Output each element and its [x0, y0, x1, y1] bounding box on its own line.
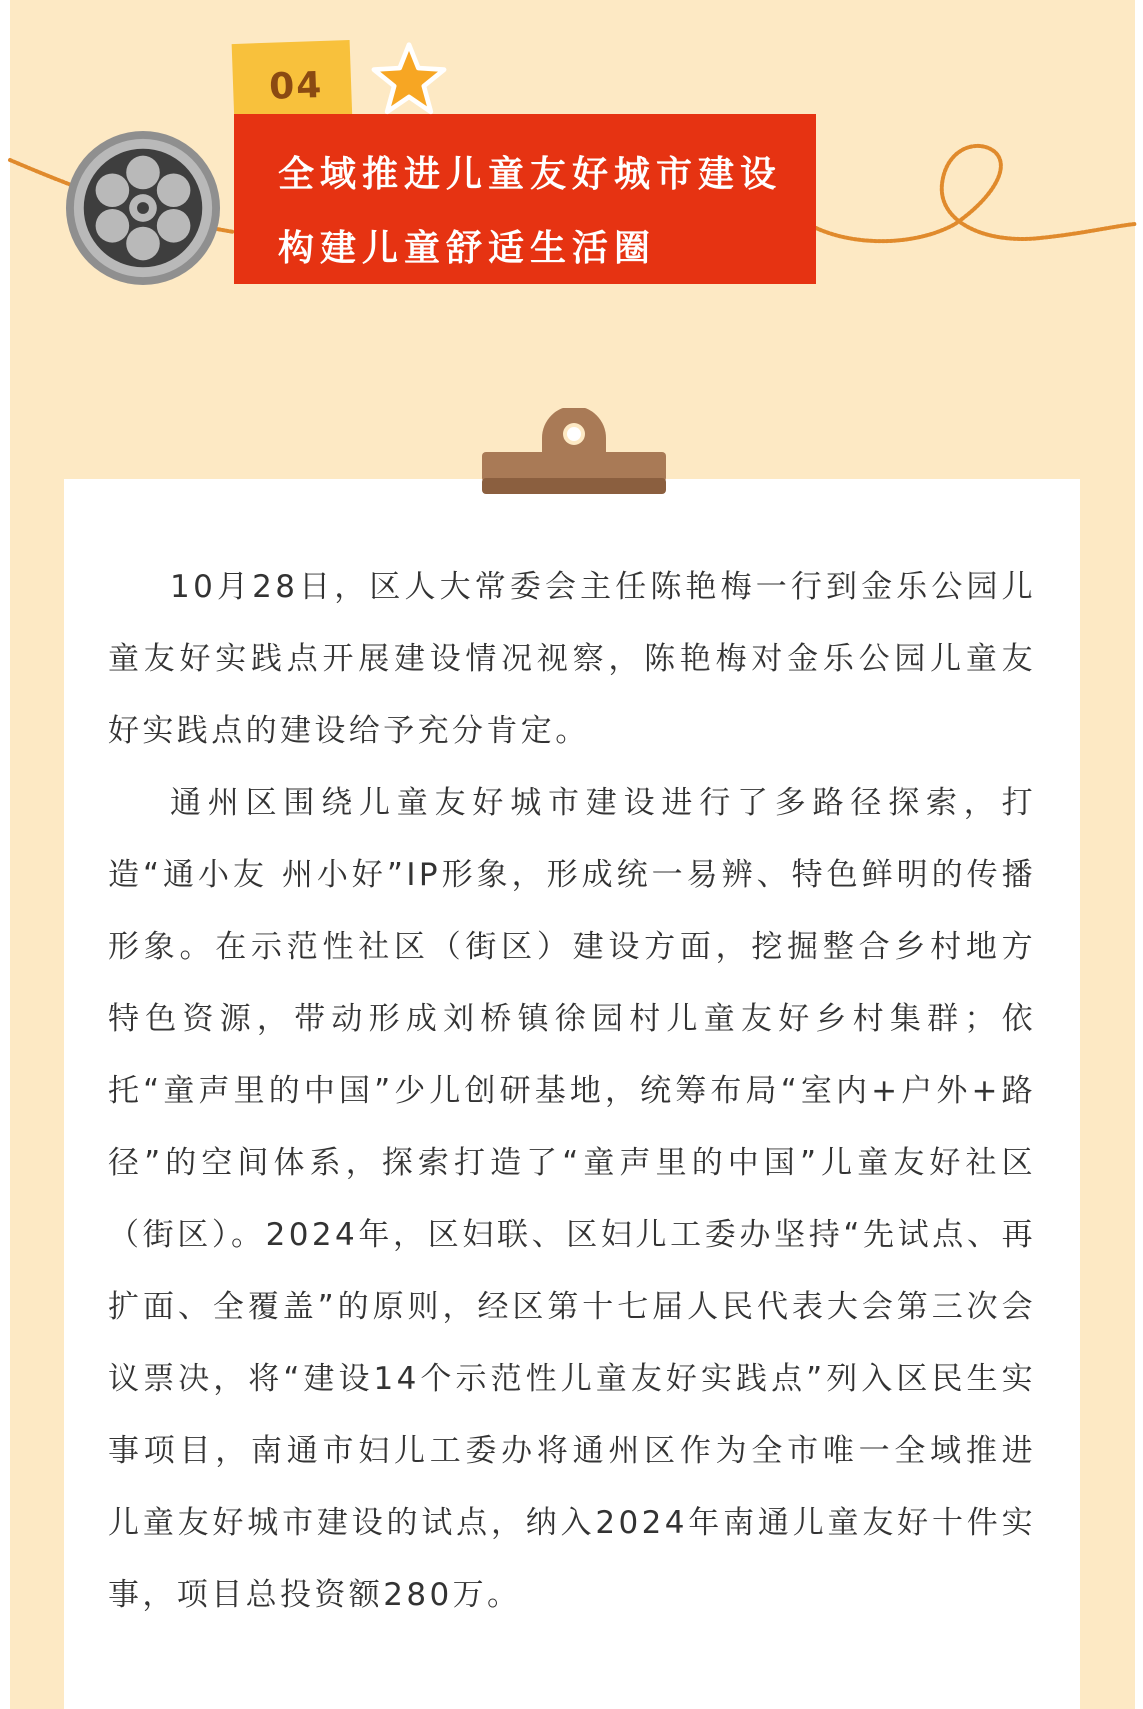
- section-number: 04: [268, 64, 324, 108]
- article-card: [64, 479, 1080, 1709]
- star-icon: [370, 40, 448, 118]
- section-title: [234, 114, 816, 284]
- article-paragraph-2: 通州区围绕儿童友好城市建设进行了多路径探索，打造“通小友 州小好”IP形象，形成统一易辨、特色鲜明的传播形象。在示范性社区（街区）建设方面，挖掘整合乡村地方特色资源，带动形成刘桥镇徐园村儿童友好乡村集群；依托“童声里的中国”少儿创研基地，统筹布局“室内+户外+路径”的空间体系，探索打造了“童声里的中国”儿童友好社区（街区）。2024年，区妇联、区妇儿工委办坚持“先试点、再扩面、全覆盖”的原则，经区第十七届人民代表大会第三次会议票决，将“建设14个示范性儿童友好实践点”列入区民生实事项目，南通市妇儿工委办将通州区作为全市唯一全域推进儿童友好城市建设的试点，纳入2024年南通儿童友好十件实事，项目总投资额280万。: [108, 785, 1036, 1613]
- clipboard-clip-icon: [482, 408, 666, 512]
- article-paragraph-1: 10月28日，区人大常委会主任陈艳梅一行到金乐公园儿童友好实践点开展建设情况视察，陈艳梅对金乐公园儿童友好实践点的建设给予充分肯定。: [108, 569, 1036, 749]
- section-number-tag: [232, 40, 353, 124]
- film-reel-icon: [64, 129, 222, 287]
- section-title-line-2: 构建儿童舒适生活圈: [278, 228, 657, 269]
- section-title-line-1: 全域推进儿童友好城市建设: [278, 154, 783, 195]
